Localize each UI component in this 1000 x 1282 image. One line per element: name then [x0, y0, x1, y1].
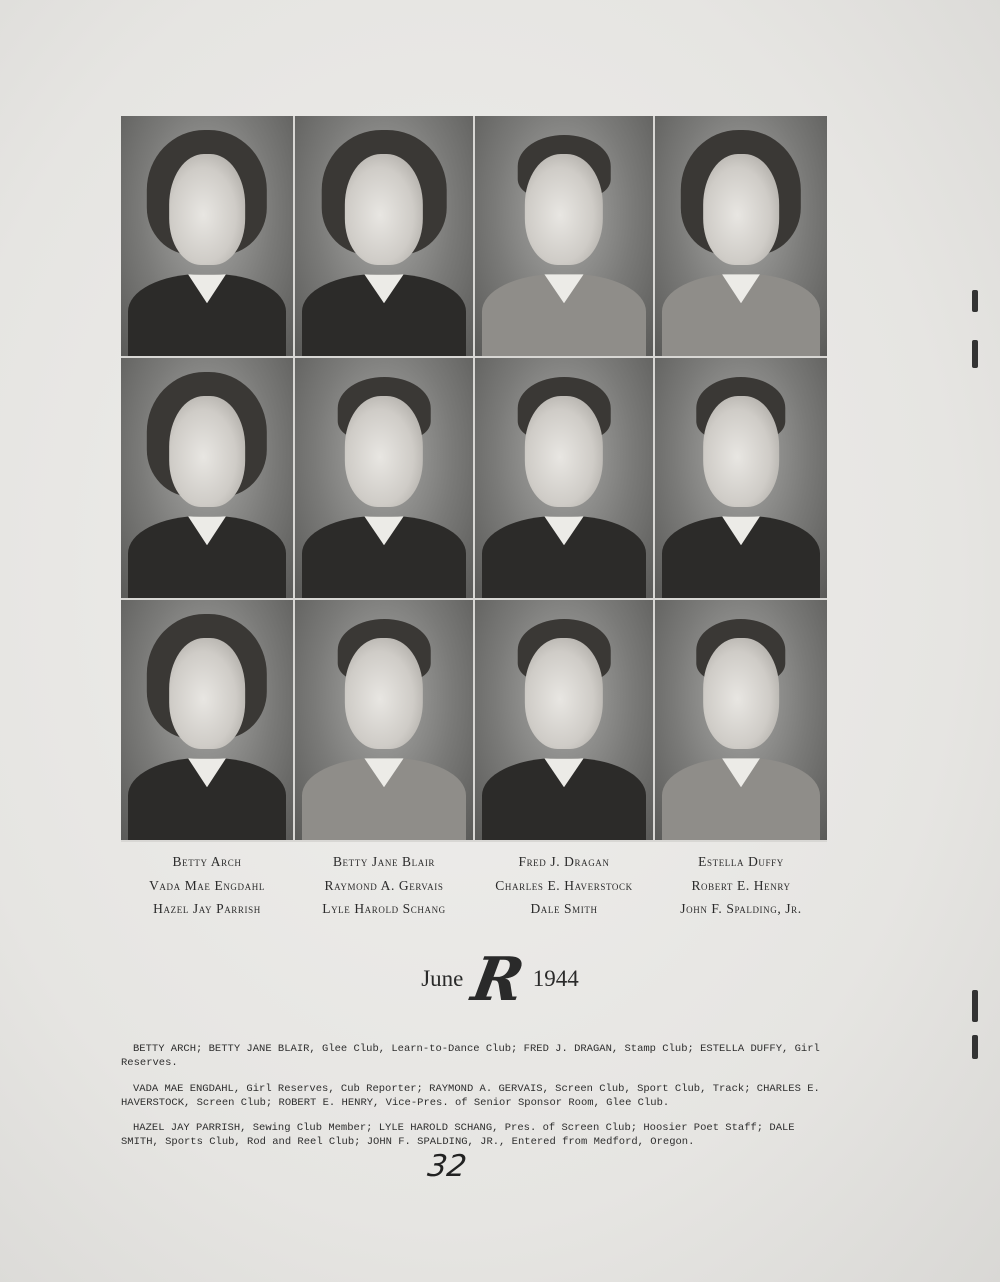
portrait-face — [345, 154, 423, 264]
activities-paragraph: HAZEL JAY PARRISH, Sewing Club Member; LYLE HAROLD SCHANG, Pres. of Screen Club; Hoosier Poet Staff; DALE SMITH, Sports Club, Rod and Reel Club; JOHN F. SPALDING, JR., Entered from Medford, Oregon. — [121, 1122, 795, 1149]
portrait-face — [703, 154, 779, 264]
student-portrait — [121, 116, 293, 356]
student-portrait — [655, 358, 827, 598]
portrait-face — [525, 154, 603, 264]
portrait-face — [345, 396, 423, 506]
portrait-face — [703, 638, 779, 748]
student-name: Robert E. Henry — [691, 877, 791, 893]
student-portrait — [295, 116, 473, 356]
portrait-face — [703, 396, 779, 506]
student-name: Betty Arch — [172, 854, 242, 869]
student-name: Fred J. Dragan — [518, 854, 610, 869]
activities-paragraph: VADA MAE ENGDAHL, Girl Reserves, Cub Reporter; RAYMOND A. GERVAIS, Screen Club, Sport Club, Track; CHARLES E. HAVERSTOCK, Screen Club; ROBERT E. HENRY, Vice-Pres. of Senior Sponsor Room, Glee Club. — [121, 1082, 820, 1109]
binding-mark — [972, 1035, 978, 1059]
student-name: Dale Smith — [530, 901, 598, 916]
portrait-face — [525, 396, 603, 506]
portrait-face — [525, 638, 603, 748]
student-portrait — [295, 600, 473, 840]
names-column — [475, 850, 653, 921]
student-name: Raymond A. Gervais — [324, 877, 444, 893]
student-names — [121, 850, 827, 921]
student-portrait — [655, 600, 827, 840]
portrait-grid — [121, 116, 827, 842]
student-portrait — [295, 358, 473, 598]
student-portrait — [475, 600, 653, 840]
heading-month: June — [421, 966, 464, 991]
student-name: Estella Duffy — [698, 854, 784, 869]
names-column — [295, 850, 473, 921]
student-name: John F. Spalding, Jr. — [680, 901, 802, 916]
heading-year: 1944 — [532, 966, 579, 991]
student-name: Betty Jane Blair — [332, 854, 436, 869]
activities-paragraph: BETTY ARCH; BETTY JANE BLAIR, Glee Club, Learn-to-Dance Club; FRED J. DRAGAN, Stamp Club; ESTELLA DUFFY, Girl Reserves. — [121, 1043, 820, 1070]
page-number: 32 — [425, 1149, 469, 1184]
portrait-face — [169, 396, 245, 506]
portrait-face — [345, 638, 423, 748]
binding-mark — [972, 340, 978, 368]
student-portrait — [655, 116, 827, 356]
class-heading — [0, 945, 1000, 1015]
portrait-face — [169, 638, 245, 748]
names-column — [655, 850, 827, 921]
names-column — [121, 850, 293, 921]
student-name: Lyle Harold Schang — [322, 901, 446, 916]
student-portrait — [121, 358, 293, 598]
student-name: Charles E. Haverstock — [495, 877, 633, 893]
binding-mark — [972, 290, 978, 312]
student-name: Vada Mae Engdahl — [149, 877, 265, 893]
activities-text — [121, 1042, 831, 1161]
student-portrait — [121, 600, 293, 840]
heading-letter: R — [466, 945, 530, 1015]
student-portrait — [475, 116, 653, 356]
student-name: Hazel Jay Parrish — [153, 901, 261, 916]
portrait-face — [169, 154, 245, 264]
student-portrait — [475, 358, 653, 598]
